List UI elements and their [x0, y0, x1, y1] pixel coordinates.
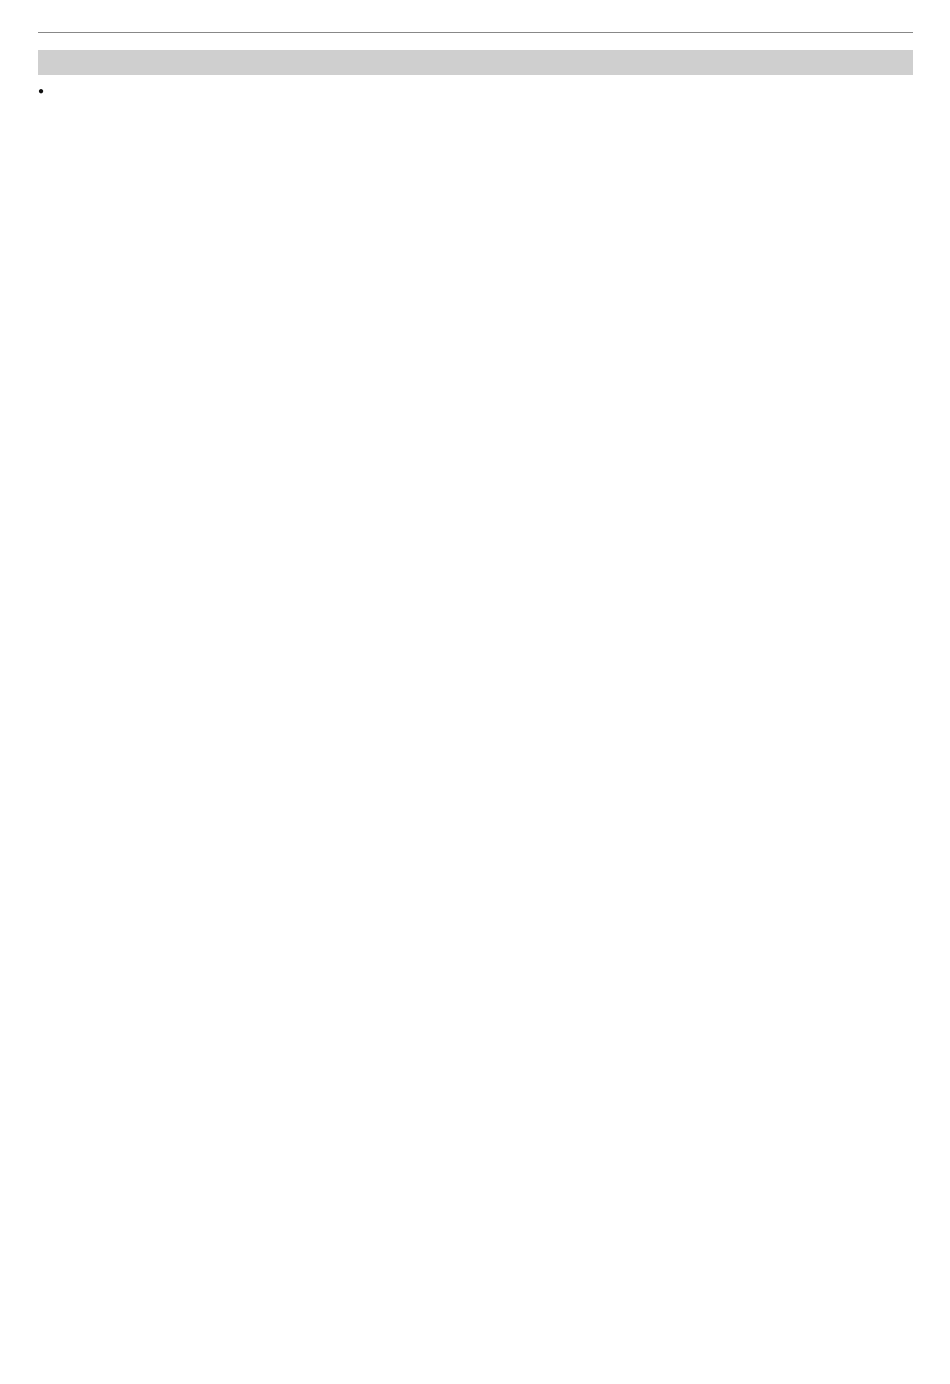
lcd-section-band — [38, 50, 913, 75]
lcd-note — [38, 82, 913, 102]
manual-page — [38, 0, 913, 102]
chapter-header — [38, 0, 913, 33]
